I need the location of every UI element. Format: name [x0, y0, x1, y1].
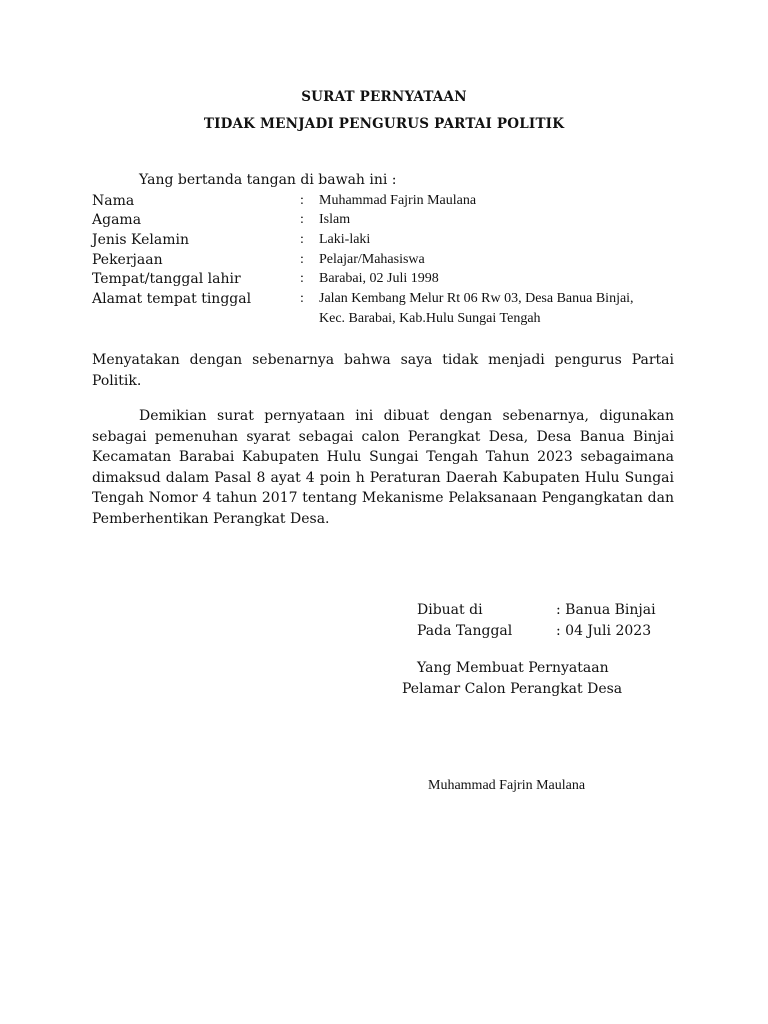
field-row-nama [92, 193, 692, 213]
date-row [417, 623, 697, 645]
signer-caption: Yang Membuat Pernyataan [417, 660, 609, 676]
field-value: Barabai, 02 Juli 1998 [319, 271, 439, 286]
signer-name: Muhammad Fajrin Maulana [428, 778, 586, 793]
field-colon: : [300, 291, 304, 306]
field-label: Pekerjaan [92, 252, 163, 268]
closing-paragraph: Demikian surat pernyataan ini dibuat dengan sebenarnya, digunakan sebagai pemenuhan syarat sebagai calon Perangkat Desa, Desa Banua Binjai Kecamatan Barabai Kabupaten Hulu Sungai Tengah Tahun 2023 sebagaimana dimaksud dalam Pasal 8 ayat 4 poin h Peraturan Daerah Kabupaten Hulu Sungai Tengah Nomor 4 tahun 2017 tentang Mekanisme Pelaksanaan Pengangkatan dan Pemberhentikan Perangkat Desa. [92, 408, 674, 527]
field-row-pekerjaan [92, 252, 692, 272]
field-row-alamat [92, 291, 692, 333]
field-value: Islam [319, 212, 351, 227]
date-value: : 04 Juli 2023 [556, 623, 652, 639]
field-row-tempat-tanggal-lahir [92, 271, 692, 291]
field-label: Alamat tempat tinggal [92, 291, 252, 307]
field-value: Laki-laki [319, 232, 371, 247]
document-title: SURAT PERNYATAAN [301, 89, 467, 105]
intro-text: Yang bertanda tangan di bawah ini : [139, 172, 397, 188]
field-colon: : [300, 212, 304, 227]
document-subtitle: TIDAK MENJADI PENGURUS PARTAI POLITIK [203, 116, 565, 132]
field-value-line2: Kec. Barabai, Kab.Hulu Sungai Tengah [319, 311, 541, 326]
field-label: Agama [92, 212, 142, 228]
field-colon: : [300, 232, 304, 247]
place-row [417, 602, 697, 624]
place-value: : Banua Binjai [556, 602, 656, 618]
field-row-agama [92, 212, 692, 232]
field-colon: : [300, 271, 304, 286]
field-label: Nama [92, 193, 135, 209]
signer-role: Pelamar Calon Perangkat Desa [402, 681, 623, 697]
statement-paragraph: Menyatakan dengan sebenarnya bahwa saya tidak menjadi pengurus Partai Politik. [92, 352, 674, 389]
field-colon: : [300, 193, 304, 208]
field-label: Tempat/tanggal lahir [92, 271, 241, 287]
date-label: Pada Tanggal [417, 623, 513, 639]
field-row-jenis-kelamin [92, 232, 692, 252]
place-label: Dibuat di [417, 602, 483, 618]
field-value: Jalan Kembang Melur Rt 06 Rw 03, Desa Banua Binjai, [319, 291, 634, 306]
field-label: Jenis Kelamin [92, 232, 189, 248]
field-colon: : [300, 252, 304, 267]
field-value: Muhammad Fajrin Maulana [319, 193, 477, 208]
field-value: Pelajar/Mahasiswa [319, 252, 425, 267]
